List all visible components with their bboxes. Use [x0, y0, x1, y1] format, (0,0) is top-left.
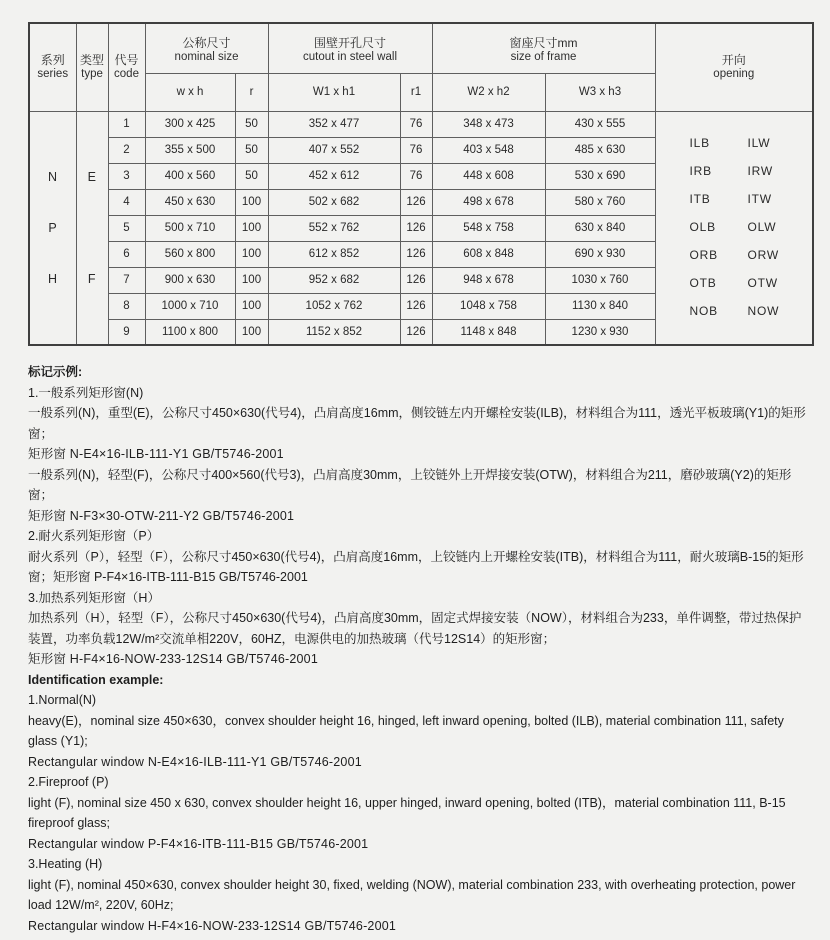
cell-code: 1 [108, 111, 145, 137]
note-zh1-code: 矩形窗 N-E4×16-ILB-111-Y1 GB/T5746-2001 [28, 447, 284, 461]
cell-r1: 126 [400, 215, 432, 241]
cell-code: 6 [108, 241, 145, 267]
type-label-zh: 类型 [79, 53, 104, 68]
subcol-w2h2: W2 x h2 [432, 73, 545, 111]
cell-w2h2: 948 x 678 [432, 267, 545, 293]
series-merged-cell [29, 111, 76, 345]
cell-w2h2: 448 x 608 [432, 163, 545, 189]
subcol-wxh: w x h [145, 73, 235, 111]
note-en3-heading: 3.Heating (H) [28, 857, 103, 871]
cell-r: 100 [235, 215, 268, 241]
opening-pair [690, 303, 811, 320]
cell-w2h2: 608 x 848 [432, 241, 545, 267]
opening-pair [690, 275, 811, 292]
cell-w1h1: 502 x 682 [268, 189, 400, 215]
opening-code: ILW [747, 136, 771, 151]
opening-code: ORW [747, 248, 780, 263]
series-value-h: H [47, 271, 58, 286]
subcol-w1h1: W1 x h1 [268, 73, 400, 111]
cell-code: 3 [108, 163, 145, 189]
col-header-type [76, 23, 108, 111]
cell-r1: 76 [400, 163, 432, 189]
note-zh1-heading: 1.一般系列矩形窗(N) [28, 385, 144, 400]
cell-w2h2: 498 x 678 [432, 189, 545, 215]
opening-label-en: opening [713, 68, 755, 81]
opening-code: OLW [747, 220, 777, 235]
cell-w1h1: 1052 x 762 [268, 293, 400, 319]
cell-r1: 126 [400, 293, 432, 319]
series-label-zh: 系列 [40, 53, 65, 68]
cell-wxh: 1100 x 800 [145, 319, 235, 345]
note-zh1b-body: 一般系列(N)，轻型(F)，公称尺寸400×560(代号3)，凸肩高度30mm，上铰链外上开焊接安装(OTW)，材料组合为211，磨砂玻璃(Y2)的矩形窗； [28, 467, 792, 502]
col-header-frame-size [432, 23, 655, 73]
cell-w3h3: 485 x 630 [545, 137, 655, 163]
notes-title-en: Identification example: [28, 672, 164, 687]
note-en1-code: Rectangular window N-E4×16-ILB-111-Y1 GB/T5746-2001 [28, 754, 362, 769]
cell-r: 50 [235, 111, 268, 137]
note-zh2-heading: 2.耐火系列矩形窗（P） [28, 529, 160, 543]
col-header-series [29, 23, 76, 111]
note-zh3-code: 矩形窗 H-F4×16-NOW-233-12S14 GB/T5746-2001 [28, 652, 318, 666]
cell-wxh: 1000 x 710 [145, 293, 235, 319]
opening-code: NOB [689, 304, 718, 319]
note-en1-heading: 1.Normal(N) [28, 693, 97, 707]
note-zh1b-code: 矩形窗 N-F3×30-OTW-211-Y2 GB/T5746-2001 [28, 508, 295, 523]
cell-w1h1: 1152 x 852 [268, 319, 400, 345]
window-spec-table [28, 22, 814, 346]
type-merged-cell [76, 111, 108, 345]
frame-label-zh: 窗座尺寸mm [509, 35, 578, 50]
opening-pair [690, 191, 811, 208]
note-en3-body: light (F), nominal 450×630, convex shoulder height 30, fixed, welding (NOW), material combination 233, with overheating protection, power load 12W/m², 220V, 60Hz; [28, 877, 796, 912]
cell-r1: 76 [400, 137, 432, 163]
opening-code: ITW [747, 192, 772, 207]
note-en2-code: Rectangular window P-F4×16-ITB-111-B15 GB/T5746-2001 [28, 836, 369, 851]
type-label-en: type [81, 68, 103, 81]
subcol-w3h3: W3 x h3 [545, 73, 655, 111]
cell-w3h3: 430 x 555 [545, 111, 655, 137]
frame-label-en: size of frame [510, 50, 577, 63]
opening-pair [690, 163, 811, 180]
series-value-p: P [48, 220, 58, 235]
opening-code: ITB [689, 192, 711, 207]
cell-r: 100 [235, 293, 268, 319]
series-label-en: series [37, 68, 69, 81]
cell-w2h2: 548 x 758 [432, 215, 545, 241]
cell-w3h3: 530 x 690 [545, 163, 655, 189]
cell-wxh: 450 x 630 [145, 189, 235, 215]
cell-w1h1: 552 x 762 [268, 215, 400, 241]
cell-r1: 126 [400, 189, 432, 215]
note-en3-code: Rectangular window H-F4×16-NOW-233-12S14 GB/T5746-2001 [28, 918, 397, 933]
cell-w1h1: 452 x 612 [268, 163, 400, 189]
note-zh3-body: 加热系列（H），轻型（F），公称尺寸450×630(代号4)，凸肩高度30mm，固定式焊接安装（NOW），材料组合为233，单件调整，带过热保护装置，功率负载12W/m²交流单相220V，60HZ，电源供电的加热玻璃（代号12S14）的矩形窗； [28, 611, 802, 646]
code-label-en: code [114, 68, 139, 81]
cell-w2h2: 348 x 473 [432, 111, 545, 137]
nominal-label-en: nominal size [174, 50, 239, 63]
note-en2-heading: 2.Fireproof (P) [28, 775, 109, 789]
cutout-label-zh: 围壁开孔尺寸 [314, 35, 387, 50]
note-zh3-heading: 3.加热系列矩形窗（H） [28, 590, 160, 605]
series-value-n: N [47, 169, 58, 184]
cell-r1: 126 [400, 267, 432, 293]
cell-w2h2: 403 x 548 [432, 137, 545, 163]
cell-wxh: 300 x 425 [145, 111, 235, 137]
cell-w1h1: 352 x 477 [268, 111, 400, 137]
cell-w3h3: 1130 x 840 [545, 293, 655, 319]
cell-wxh: 400 x 560 [145, 163, 235, 189]
cell-code: 5 [108, 215, 145, 241]
col-header-code [108, 23, 145, 111]
cell-wxh: 560 x 800 [145, 241, 235, 267]
type-value-e: E [87, 169, 97, 184]
cell-wxh: 355 x 500 [145, 137, 235, 163]
cell-w2h2: 1048 x 758 [432, 293, 545, 319]
notes-title-zh: 标记示例: [28, 365, 83, 379]
cutout-label-en: cutout in steel wall [303, 50, 397, 63]
code-label-zh: 代号 [114, 53, 139, 68]
cell-code: 2 [108, 137, 145, 163]
col-header-nominal-size [145, 23, 268, 73]
note-en2-body: light (F), nominal size 450 x 630, convex shoulder height 16, upper hinged, inward opening, bolted (ITB)，material combination 111, B-15 fireproof glass; [28, 795, 786, 830]
note-zh1-body: 一般系列(N)，重型(E)，公称尺寸450×630(代号4)，凸肩高度16mm，侧铰链左内开螺栓安装(ILB)，材料组合为111，透光平板玻璃(Y1)的矩形窗； [28, 406, 806, 441]
cell-w2h2: 1148 x 848 [432, 319, 545, 345]
opening-code: IRB [689, 164, 712, 179]
opening-code: OTB [689, 276, 717, 291]
table-row [29, 111, 813, 137]
cell-w3h3: 690 x 930 [545, 241, 655, 267]
col-header-cutout [268, 23, 432, 73]
cell-w3h3: 1230 x 930 [545, 319, 655, 345]
notes-section [28, 362, 812, 936]
cell-w3h3: 630 x 840 [545, 215, 655, 241]
opening-merged-cell [655, 111, 813, 345]
cell-r: 100 [235, 241, 268, 267]
type-value-f: F [87, 271, 97, 286]
opening-code: NOW [747, 304, 780, 319]
opening-code: ORB [689, 248, 718, 263]
note-en1-body: heavy(E)，nominal size 450×630，convex shoulder height 16, hinged, left inward opening, bolted (ILB), material combination 111, safety glass (Y1); [28, 713, 784, 748]
header-row-1 [29, 23, 813, 73]
cell-code: 7 [108, 267, 145, 293]
cell-r1: 76 [400, 111, 432, 137]
opening-pair [690, 219, 811, 236]
opening-pair [690, 247, 811, 264]
cell-w1h1: 952 x 682 [268, 267, 400, 293]
cell-wxh: 500 x 710 [145, 215, 235, 241]
opening-pair [690, 135, 811, 152]
cell-w3h3: 1030 x 760 [545, 267, 655, 293]
note-zh2-body: 耐火系列（P），轻型（F），公称尺寸450×630(代号4)，凸肩高度16mm，上铰链内上开螺栓安装(ITB)，材料组合为111，耐火玻璃B-15的矩形窗；矩形窗 P-F4×16-ITB-111-B15 GB/T5746-2001 [28, 549, 804, 584]
cell-r1: 126 [400, 241, 432, 267]
cell-code: 8 [108, 293, 145, 319]
cell-w1h1: 407 x 552 [268, 137, 400, 163]
cell-r: 50 [235, 163, 268, 189]
cell-r1: 126 [400, 319, 432, 345]
opening-code: ILB [689, 136, 710, 151]
opening-code: OTW [747, 276, 778, 291]
col-header-opening [655, 23, 813, 111]
cell-w1h1: 612 x 852 [268, 241, 400, 267]
cell-r: 100 [235, 267, 268, 293]
opening-code-list [658, 135, 811, 320]
subcol-r1: r1 [400, 73, 432, 111]
cell-wxh: 900 x 630 [145, 267, 235, 293]
opening-label-zh: 开向 [721, 53, 746, 68]
nominal-label-zh: 公称尺寸 [182, 35, 231, 50]
cell-r: 100 [235, 189, 268, 215]
cell-r: 50 [235, 137, 268, 163]
cell-code: 4 [108, 189, 145, 215]
subcol-r: r [235, 73, 268, 111]
cell-code: 9 [108, 319, 145, 345]
cell-w3h3: 580 x 760 [545, 189, 655, 215]
opening-code: IRW [747, 164, 774, 179]
cell-r: 100 [235, 319, 268, 345]
opening-code: OLB [689, 220, 716, 235]
